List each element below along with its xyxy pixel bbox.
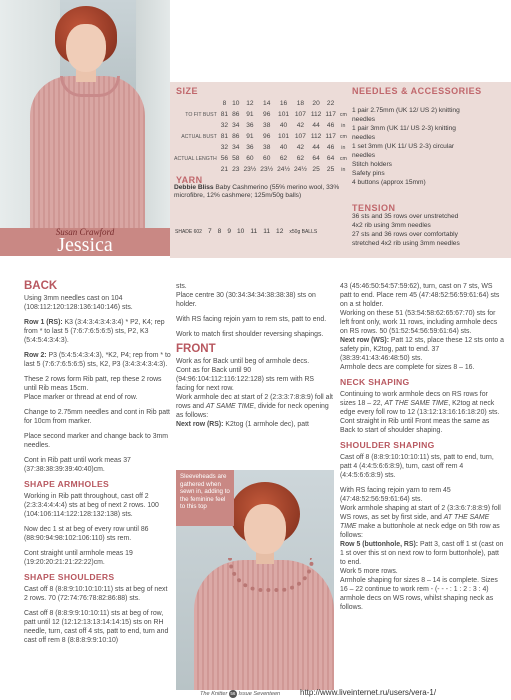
paragraph: Armhole decs are complete for sizes 8 – 16. [340, 364, 475, 371]
needles-item: 1 pair 3mm (UK 11/ US 2-3) knitting [352, 125, 456, 132]
paragraph: Next row (WS): Patt 12 sts, place these 12 sts onto a safety pin, K2tog, patt to end. 37 (38:39:41:43:46:48:50) sts. [340, 337, 504, 362]
size-cell: 42 [296, 122, 305, 129]
size-row [172, 98, 349, 109]
shade-cell: 10 [236, 228, 245, 235]
paragraph: Cont as for Back until 90 (94:96:104:112:116:122:128) sts rem with RS facing for next row. [176, 367, 315, 392]
designer-name: Susan Crawford [55, 227, 115, 237]
size-cell: 23½ [260, 166, 274, 173]
size-cell: 81 [220, 133, 229, 140]
needles-item: 1 pair 2.75mm (UK 12/ US 2) knitting [352, 107, 460, 114]
size-cell: 96 [263, 111, 271, 118]
back-heading: BACK [24, 280, 58, 292]
size-cell: 32 [220, 144, 229, 151]
shade-cell: 8 [217, 228, 222, 235]
yarn-description: Debbie Bliss Baby Cashmerino (55% merino wool, 33% microfibre, 12% cashmere; 125m/50g balls) [174, 184, 340, 199]
size-unit: in [341, 144, 346, 151]
size-cell: 23 [232, 166, 240, 173]
size-cell: 34 [232, 144, 240, 151]
size-cell: 36 [246, 144, 254, 151]
size-cell: 58 [232, 155, 240, 162]
paragraph: With RS facing rejoin yarn to rem 45 (47:48:52:56:59:61:64) sts. [340, 487, 451, 503]
paragraph: 43 (45:46:50:54:57:59:62), turn, cast on 7 sts, WS patt to end. Place rem 45 (47:48:52:56:59:61:64) sts on a st holder. [340, 283, 500, 308]
size-cell: 46 [326, 122, 335, 129]
paragraph: Row 1 (RS): K3 (3:4:3:4:3:4:3:4) * P2, K4; rep from * to last 5 (7:6:7:6:5:6:5) sts, P2, K3 (5:4:5:4:3:4:3). [24, 319, 165, 344]
paragraph: Cont straight in Rib until Front meas the same as Back to start of shoulder shaping. [340, 418, 490, 434]
size-row-label: ACTUAL LENGTH [174, 155, 217, 162]
size-cell: 14 [263, 100, 271, 107]
size-cell: 56 [220, 155, 229, 162]
photo-note: Sleeveheads are gathered when sewn in, adding to the feminine feel to this top [176, 470, 234, 526]
needles-item: needles [352, 116, 376, 123]
size-table [172, 98, 349, 175]
size-cell: 24½ [293, 166, 307, 173]
size-row-label [172, 120, 219, 131]
shade-unit: x50g BALLS [289, 228, 318, 235]
paragraph: Place second marker and change back to 3mm needles. [24, 433, 169, 449]
page-number: 56 [230, 691, 236, 696]
size-cell: 91 [246, 111, 254, 118]
tension-line: stretched 4x2 rib using 3mm needles [352, 240, 460, 247]
size-unit [338, 98, 349, 109]
size-unit: cm [339, 133, 347, 140]
size-row [172, 142, 349, 153]
paragraph: Now dec 1 st at beg of every row until 86 (88:90:94:98:102:106:110) sts rem. [24, 526, 149, 542]
shade-cell: 12 [276, 228, 284, 235]
size-row-label [172, 98, 219, 109]
tension-line: 4x2 rib using 3mm needles [352, 222, 431, 229]
paragraph: Using 3mm needles cast on 104 (108:112:120:128:136:140:146) sts. [24, 295, 133, 311]
paragraph: Row 5 (buttonhole, RS): Patt 3, cast off 1 st (cast on 1 st over this st on next row to form buttonhole), patt to end. [340, 541, 504, 566]
column-1 [24, 282, 172, 651]
shade-table [172, 228, 320, 235]
needles-list [352, 106, 509, 187]
needles-item: 4 buttons (approx 15mm) [352, 179, 426, 186]
paragraph: With RS facing rejoin yarn to rem sts, patt to end. [176, 316, 327, 323]
watermark-url: http://www.liveinternet.ru/users/vera-1/ [300, 688, 437, 697]
size-cell: 23½ [243, 166, 257, 173]
size-cell: 10 [232, 100, 240, 107]
size-cell: 117 [325, 111, 336, 118]
size-cell: 107 [294, 111, 306, 118]
needles-item: Safety pins [352, 170, 385, 177]
paragraph: Change to 2.75mm needles and cont in Rib patt for 10cm from marker. [24, 409, 170, 425]
paragraph: Armhole shaping for sizes 8 – 14 is complete. Sizes 16 – 22 continue to work rem - (- - - : 1 : 2 : 3 : 4) armhole decs on WS rows, whilst shaping neck as follows. [340, 577, 498, 611]
size-cell: 64 [326, 155, 335, 162]
size-heading: SIZE [176, 86, 199, 96]
size-cell: 46 [326, 144, 335, 151]
size-row-label: ACTUAL BUST [181, 133, 217, 140]
paragraph: Work to match first shoulder reversing shapings. [176, 331, 324, 338]
tension-line: 27 sts and 36 rows over comfortably [352, 231, 458, 238]
size-row [172, 131, 349, 142]
size-cell: 96 [263, 133, 271, 140]
tension-heading: TENSION [352, 203, 396, 213]
paragraph: Row 2: P3 (5:4:5:4:3:4:3), *K2, P4; rep from * to last 5 (7:6:7:6:5:6:5) sts, K2, P3 (3:4:3:4:3:4:3). [24, 352, 171, 368]
paragraph: Continuing to work armhole decs on RS rows for sizes 18 – 22, AT THE SAME TIME, K2tog at neck edge every foll row to 12 (13:12:13:16:16:18:20) sts. [340, 391, 500, 416]
size-cell: 86 [232, 133, 240, 140]
paragraph: Place centre 30 (30:34:34:34:38:38:38) sts on holder. [176, 292, 316, 308]
pattern-title: Jessica [57, 234, 113, 256]
paragraph: Cont straight until armhole meas 19 (19:20:20:21:21:22:22)cm. [24, 550, 133, 566]
size-cell: 38 [263, 122, 271, 129]
size-cell: 21 [220, 166, 229, 173]
size-cell: 36 [246, 122, 254, 129]
needles-heading: NEEDLES & ACCESSORIES [352, 86, 482, 96]
paragraph: Cont in Rib patt until work meas 37 (37:38:38:39:39:40:40)cm. [24, 457, 131, 473]
size-cell: 32 [220, 122, 229, 129]
paragraph: Cast off 8 (8:8:9:10:10:10:11) sts, patt to end, turn, patt 4 (4:4:5:6:6:8:9), turn, cast off rem 4 (4:4:5:6:6:8:9) sts. [340, 454, 494, 479]
size-cell: 18 [296, 100, 305, 107]
paragraph: Working in Rib patt throughout, cast off 2 (2:3:3:4:4:4:4) sts at beg of next 2 rows. 100 (104:106:114:122:128:132:138) sts. [24, 493, 159, 518]
size-cell: 64 [312, 155, 320, 162]
size-cell: 44 [312, 122, 320, 129]
size-cell: 81 [220, 111, 229, 118]
needles-item: 1 set 3mm (UK 11/ US 2-3) circular [352, 143, 455, 150]
size-unit: in [341, 122, 346, 129]
size-row-label [172, 164, 219, 175]
size-cell: 20 [312, 100, 320, 107]
size-cell: 22 [326, 100, 335, 107]
size-cell: 40 [279, 122, 288, 129]
paragraph: Work armhole dec at start of 2 (2:3:3:7:8:8:9) foll alt rows and AT SAME TIME, divide for neck opening as follows: [176, 394, 333, 419]
tension-text [352, 212, 509, 248]
shoulders-heading: SHAPE SHOULDERS [24, 572, 115, 582]
paragraph: Cast off 8 (8:8:9:10:10:10:11) sts at beg of next 2 rows. 70 (72:74:76:78:82:86:88) sts. [24, 586, 168, 602]
size-cell: 107 [294, 133, 306, 140]
needles-item: Stitch holders [352, 161, 392, 168]
paragraph: These 2 rows form Rib patt, rep these 2 rows until Rib meas 15cm. [24, 376, 162, 392]
size-row [172, 109, 349, 120]
size-unit: in [341, 166, 346, 173]
size-row-label: TO FIT BUST [185, 111, 217, 118]
size-cell: 117 [325, 133, 336, 140]
size-row-label [172, 142, 219, 153]
neck-heading: NECK SHAPING [340, 377, 410, 387]
front-heading: FRONT [176, 343, 216, 355]
size-row [172, 164, 349, 175]
size-cell: 25 [312, 166, 320, 173]
tension-line: 36 sts and 35 rows over unstretched [352, 213, 459, 220]
hero-photo [0, 0, 170, 228]
size-cell: 62 [279, 155, 288, 162]
size-row [172, 153, 349, 164]
size-cell: 25 [326, 166, 335, 173]
shade-cell: 7 [207, 228, 212, 235]
size-cell: 34 [232, 122, 240, 129]
paragraph: Next row (RS): K2tog (1 armhole dec), patt [176, 421, 309, 428]
size-cell: 112 [310, 133, 322, 140]
column-3 [340, 282, 504, 618]
footer: The Knitter 56 Issue Seventeen [200, 691, 281, 697]
paragraph: Place marker or thread at end of row. [24, 394, 138, 401]
shade-label: SHADE 602 [175, 228, 202, 235]
size-cell: 16 [279, 100, 288, 107]
column-2 [176, 282, 334, 435]
armholes-heading: SHAPE ARMHOLES [24, 479, 110, 489]
size-cell: 12 [246, 100, 254, 107]
paragraph: Cast off 8 (8:8:9:9:10:10:11) sts at beg of row, patt until 12 (12:12:13:13:14:14:15) sts on RH needle, turn, cast off 4 sts, patt to end, turn and cast off rem 8 (8:8:8:9:9:10:10) [24, 610, 169, 644]
size-cell: 38 [263, 144, 271, 151]
size-cell: 8 [222, 100, 227, 107]
size-cell: 112 [310, 111, 322, 118]
size-cell: 101 [278, 133, 290, 140]
paragraph: Working on these 51 (53:54:58:62:65:67:70) sts for left front only, work 11 rows, including armhole decs on RS rows. 50 (51:52:54:56:59:61:64) sts. [340, 310, 498, 335]
size-cell: 60 [263, 155, 271, 162]
needles-item: needles [352, 134, 376, 141]
size-cell: 86 [232, 111, 240, 118]
paragraph: Work as for Back until beg of armhole decs. [176, 358, 310, 365]
shade-cell: 11 [250, 228, 258, 235]
size-cell: 60 [246, 155, 254, 162]
needles-item: needles [352, 152, 376, 159]
size-cell: 62 [296, 155, 305, 162]
size-unit: cm [339, 111, 347, 118]
paragraph: sts. [176, 283, 187, 290]
size-cell: 24½ [277, 166, 290, 173]
yarn-heading: YARN [176, 175, 203, 185]
shade-cell: 9 [227, 228, 231, 235]
size-unit: cm [339, 155, 347, 162]
size-cell: 101 [278, 111, 290, 118]
shoulder-shaping-heading: SHOULDER SHAPING [340, 440, 435, 450]
paragraph: Work armhole shaping at start of 2 (3:3:6:7:8:8:9) foll WS rows, as set by first side, and AT THE SAME TIME make a buttonhole at neck edge on 5th row as follows: [340, 505, 501, 539]
size-cell: 40 [279, 144, 288, 151]
size-cell: 44 [312, 144, 320, 151]
size-row [172, 120, 349, 131]
size-cell: 42 [296, 144, 305, 151]
size-cell: 91 [246, 133, 254, 140]
shade-cell: 11 [263, 228, 271, 235]
paragraph: Work 5 more rows. [340, 568, 398, 575]
